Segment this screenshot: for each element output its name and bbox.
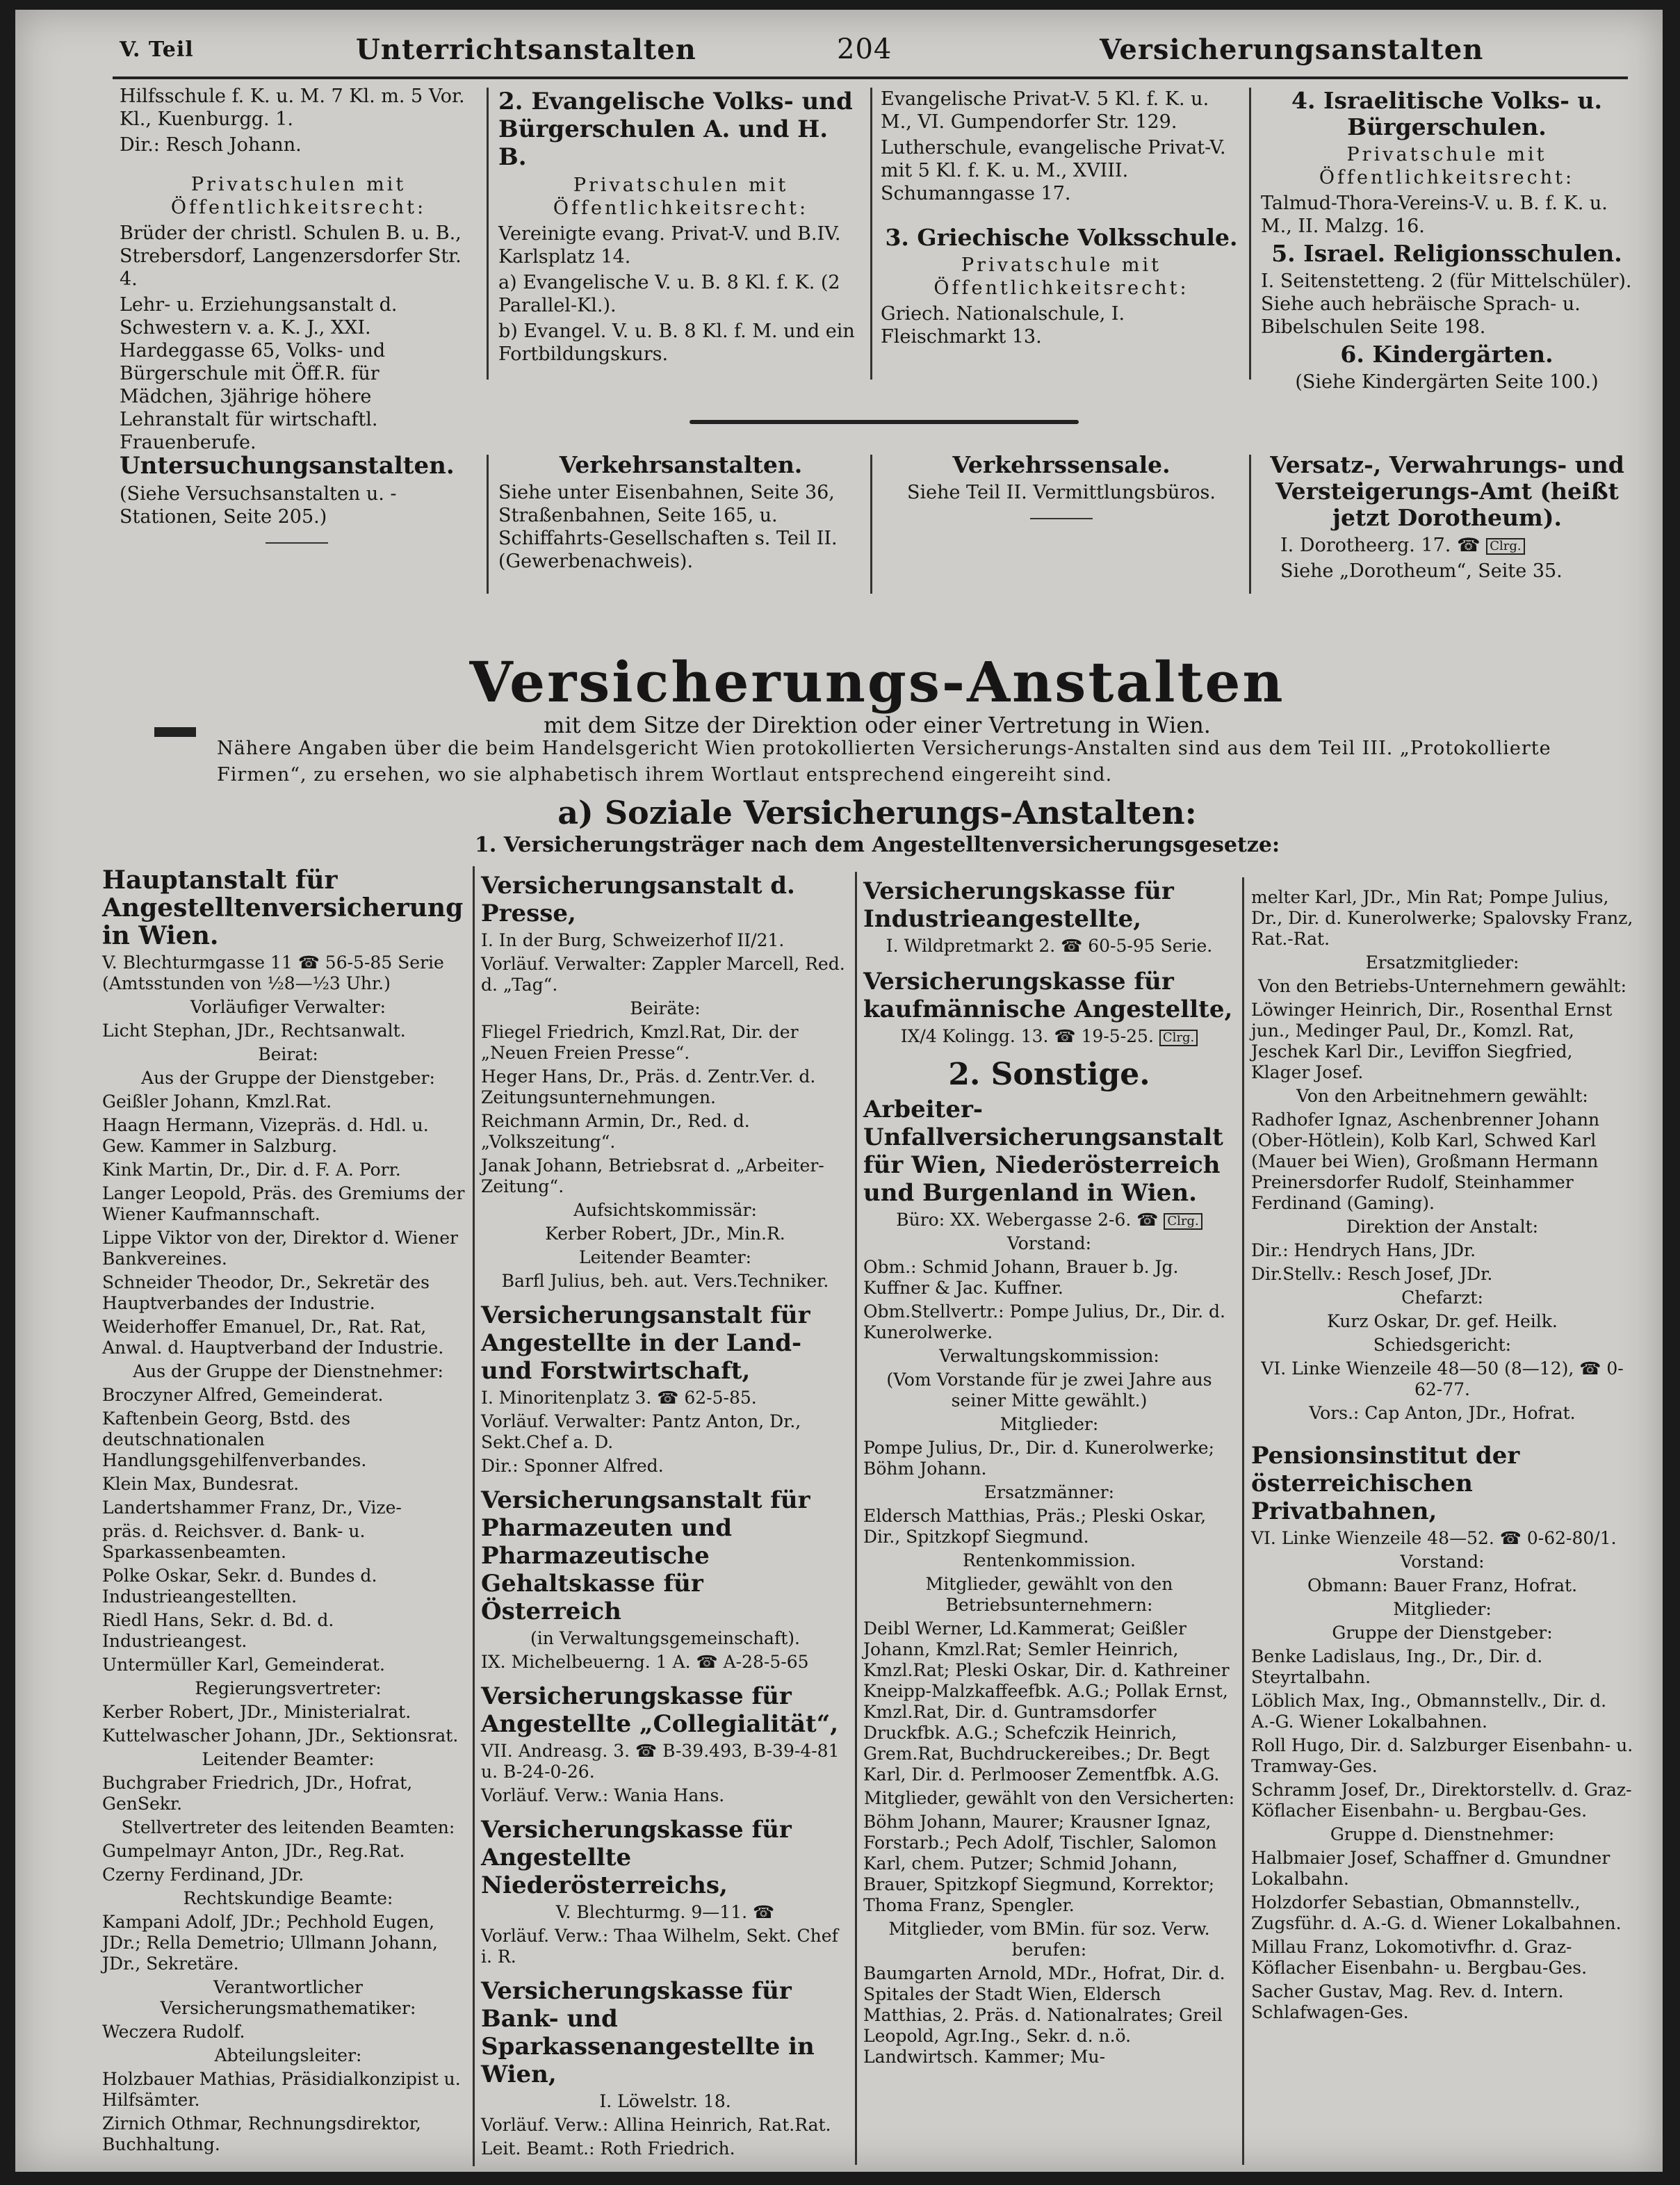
- header-rule: [113, 76, 1628, 79]
- institution-heading: Versicherungskasse für Angestellte „Collegialität“,: [481, 1682, 839, 1738]
- person-entry: Obm.: Schmid Johann, Brauer b. Jg. Kuffner & Jac. Kuffner.: [863, 1257, 1179, 1298]
- part-label: V. Teil: [120, 38, 194, 62]
- institution-heading: Versicherungskasse für Industrieangestellte,: [863, 877, 1174, 933]
- school-entry: Evangelische Privat-V. 5 Kl. f. K. u. M., VI. Gumpendorfer Str. 129.: [881, 88, 1209, 133]
- person-entry: melter Karl, JDr., Min Rat; Pompe Julius, Dr., Dir. d. Kunerolwerke; Spalovsky Franz, Rat.-Rat.: [1251, 887, 1633, 949]
- column-divider: [487, 455, 489, 594]
- subsection-heading: 2. Sonstige.: [948, 1057, 1150, 1092]
- mid-column-4: [1259, 452, 1635, 585]
- group-heading: Mitglieder, gewählt von den Versicherten:: [863, 1788, 1235, 1808]
- clearing-stamp: Clrg.: [1159, 1030, 1198, 1046]
- mid-column-2: [498, 452, 863, 576]
- column-divider: [1242, 877, 1244, 2165]
- person-entry: Riedl Hans, Sekr. d. Bd. d. Industrieangest.: [102, 1610, 334, 1651]
- person-entry: Dir.: Hendrych Hans, JDr.: [1251, 1240, 1476, 1260]
- role-heading: Vorläufiger Verwalter:: [190, 997, 386, 1017]
- role-heading: Direktion der Anstalt:: [1346, 1217, 1539, 1237]
- role-heading: Verwaltungskommission:: [939, 1346, 1159, 1366]
- lower-column-3: [863, 877, 1235, 2070]
- mid-column-1: [120, 452, 474, 551]
- group-heading: Mitglieder, vom BMin. für soz. Verw. berufen:: [888, 1919, 1210, 1960]
- school-entry: Vereinigte evang. Privat-V. und B.IV. Karlsplatz 14.: [498, 223, 841, 268]
- group-heading: Von den Betriebs-Unternehmern gewählt:: [1257, 976, 1627, 996]
- role-heading: Leitender Beamter:: [578, 1247, 752, 1267]
- role-heading: Mitglieder:: [1000, 1414, 1099, 1434]
- header-left-title: Unterrichtsanstalten: [356, 33, 696, 66]
- note: (in Verwaltungsgemeinschaft).: [530, 1628, 800, 1648]
- institution-heading: Versicherungskasse für Bank- und Sparkassenangestellte in Wien,: [481, 1977, 815, 2088]
- role-heading: Stellvertreter des leitenden Beamten:: [121, 1817, 455, 1837]
- person-entry: Holzdorfer Sebastian, Obmannstellv., Zugsführ. d. A.-G. d. Wiener Lokalbahnen.: [1251, 1892, 1622, 1933]
- entry-divider: [266, 542, 328, 544]
- role-heading: Abteilungsleiter:: [214, 2045, 362, 2065]
- note: (Vom Vorstande für je zwei Jahre aus seiner Mitte gewählt.): [886, 1370, 1212, 1411]
- group-heading: Gruppe der Dienstgeber:: [1332, 1623, 1553, 1643]
- school-entry: Talmud-Thora-Vereins-V. u. B. f. K. u. M., II. Malzg. 16.: [1261, 193, 1608, 237]
- reference-note: (Siehe Versuchsanstalten u. -Stationen, Seite 205.): [120, 483, 397, 528]
- phone-icon: ☎: [1456, 535, 1481, 556]
- address: IX. Michelbeuerng. 1 A. ☎ A-28-5-65: [481, 1652, 809, 1672]
- person-entry: Kampani Adolf, JDr.; Pechhold Eugen, JDr.; Rella Demetrio; Ullmann Johann, JDr., Sekretäre.: [102, 1912, 438, 1974]
- person-entry: Obm.Stellvertr.: Pompe Julius, Dr., Dir. d. Kunerolwerke.: [863, 1301, 1225, 1342]
- person-entry: Czerny Ferdinand, JDr.: [102, 1865, 304, 1885]
- person-entry: Weczera Rudolf.: [102, 2022, 245, 2042]
- role-heading: Rechtskundige Beamte:: [183, 1888, 393, 1908]
- section-heading: Verkehrssensale.: [952, 451, 1171, 478]
- person-entry: Kuttelwascher Johann, JDr., Sektionsrat.: [102, 1725, 459, 1746]
- school-entry: Lutherschule, evangelische Privat-V. mit 5 Kl. f. K. u. M., XVIII. Schumanngasse 17.: [881, 137, 1226, 204]
- institution-heading: Pensionsinstitut der österreichischen Privatbahnen,: [1251, 1442, 1520, 1525]
- section-heading: Untersuchungsanstalten.: [120, 452, 455, 480]
- column-divider: [487, 88, 489, 380]
- person-entry: Vorläuf. Verw.: Allina Heinrich, Rat.Rat.: [481, 2115, 831, 2135]
- person-entry: Vorläuf. Verwalter: Zappler Marcell, Red. d. „Tag“.: [481, 954, 845, 995]
- person-entry: Kaftenbein Georg, Bstd. des deutschnationalen Handlungsgehilfenverbandes.: [102, 1408, 367, 1470]
- role-heading: Regierungsvertreter:: [195, 1678, 382, 1698]
- section-heading: 2. Evangelische Volks- und Bürgerschulen A. und H. B.: [498, 88, 853, 171]
- top-column-1: [120, 85, 478, 457]
- role-heading: Beirat:: [258, 1044, 318, 1064]
- page-number: 204: [837, 33, 892, 65]
- address: VII. Andreasg. 3. ☎ B-39.493, B-39-4-81 u. B-24-0-26.: [481, 1741, 840, 1782]
- institution-heading: Hauptanstalt für Angestelltenversicherung in Wien.: [102, 866, 464, 950]
- person-entry: Gumpelmayr Anton, JDr., Reg.Rat.: [102, 1841, 405, 1861]
- person-entry: Zirnich Othmar, Rechnungsdirektor, Buchhaltung.: [102, 2113, 421, 2154]
- group-heading: Mitglieder, gewählt von den Betriebsunternehmern:: [925, 1574, 1173, 1615]
- top-column-3: [881, 88, 1242, 351]
- subheading: Privatschule mit Öffentlichkeitsrecht:: [933, 254, 1189, 299]
- person-entry: Schramm Josef, Dr., Direktorstellv. d. Graz-Köflacher Eisenbahn- u. Bergbau-Ges.: [1251, 1780, 1632, 1821]
- role-heading: Schiedsgericht:: [1373, 1335, 1512, 1355]
- person-entry: Barfl Julius, beh. aut. Vers.Techniker.: [501, 1271, 829, 1291]
- person-entry: Polke Oskar, Sekr. d. Bundes d. Industrieangestellten.: [102, 1566, 377, 1607]
- column-divider: [855, 872, 857, 2165]
- person-entry: Millau Franz, Lokomotivfhr. d. Graz-Köflacher Eisenbahn- u. Bergbau-Ges.: [1251, 1937, 1588, 1978]
- person-entry: Landertshammer Franz, Dr., Vize-: [102, 1497, 402, 1518]
- address: V. Blechturmg. 9—11. ☎: [555, 1902, 775, 1922]
- person-entry: Untermüller Karl, Gemeinderat.: [102, 1655, 385, 1675]
- person-entry: präs. d. Reichsver. d. Bank- u. Sparkassenbeamten.: [102, 1521, 366, 1562]
- subsection-title: a) Soziale Versicherungs-Anstalten:: [557, 794, 1197, 831]
- column-divider: [870, 88, 872, 380]
- reference-note: (Siehe Kindergärten Seite 100.): [1295, 371, 1599, 393]
- top-column-4: [1261, 88, 1633, 396]
- column-divider: [473, 866, 475, 2166]
- column-divider: [1249, 455, 1251, 594]
- section-heading: 4. Israelitische Volks- u. Bürgerschulen.: [1291, 87, 1602, 140]
- person-entry: Langer Leopold, Präs. des Gremiums der Wiener Kaufmannschaft.: [102, 1183, 465, 1224]
- person-entry: Eldersch Matthias, Präs.; Pleski Oskar, Dir., Spitzkopf Siegmund.: [863, 1506, 1207, 1547]
- school-entry: Griech. Nationalschule, I. Fleischmarkt 13.: [881, 303, 1125, 348]
- institution-heading: Versicherungsanstalt d. Presse,: [481, 872, 795, 927]
- role-heading: Verantwortlicher Versicherungsmathematiker:: [160, 1977, 416, 2018]
- address: Büro: XX. Webergasse 2-6. ☎: [896, 1210, 1159, 1230]
- role-heading: Leitender Beamter:: [202, 1749, 375, 1769]
- person-entry: Dir.Stellv.: Resch Josef, JDr.: [1251, 1264, 1493, 1284]
- director: Dir.: Resch Johann.: [120, 134, 302, 156]
- lower-column-2: [481, 872, 849, 2162]
- role-heading: Mitglieder:: [1393, 1599, 1492, 1619]
- person-entry: Fliegel Friedrich, Kmzl.Rat, Dir. der „Neuen Freien Presse“.: [481, 1022, 799, 1063]
- subsection-subtitle: 1. Versicherungsträger nach dem Angestelltenversicherungsgesetze:: [474, 833, 1280, 857]
- person-entry: Janak Johann, Betriebsrat d. „Arbeiter-Zeitung“.: [481, 1155, 824, 1196]
- role-heading: Aufsichtskommissär:: [573, 1200, 757, 1220]
- section-title: Versicherungs-Anstalten: [469, 649, 1285, 715]
- reference-note: Siehe unter Eisenbahnen, Seite 36, Straßenbahnen, Seite 165, u. Schiffahrts-Gesellschaften s. Teil II. (Gewerbenachweis).: [498, 482, 838, 572]
- person-entry: Kurz Oskar, Dr. gef. Heilk.: [1327, 1311, 1558, 1331]
- clearing-stamp: Clrg.: [1164, 1213, 1202, 1230]
- person-entry: Broczyner Alfred, Gemeinderat.: [102, 1385, 384, 1405]
- person-entry: Leit. Beamt.: Roth Friedrich.: [481, 2138, 735, 2159]
- person-entry: Kink Martin, Dr., Dir. d. F. A. Porr.: [102, 1160, 401, 1180]
- mid-column-3: [881, 452, 1242, 526]
- role-heading: Vorstand:: [1006, 1233, 1092, 1253]
- entry-divider: [1030, 518, 1093, 519]
- person-entry: Dir.: Sponner Alfred.: [481, 1456, 664, 1476]
- person-entry: Lippe Viktor von der, Direktor d. Wiener Bankvereines.: [102, 1228, 458, 1269]
- directory-page: [15, 10, 1663, 2172]
- institution-heading: Versicherungskasse für kaufmännische Angestellte,: [863, 968, 1233, 1023]
- person-entry: Heger Hans, Dr., Präs. d. Zentr.Ver. d. Zeitungsunternehmungen.: [481, 1066, 816, 1107]
- person-entry: Obmann: Bauer Franz, Hofrat.: [1307, 1575, 1578, 1595]
- person-entry: Vorläuf. Verw.: Wania Hans.: [481, 1785, 725, 1805]
- person-entry: Schneider Theodor, Dr., Sekretär des Hauptverbandes der Industrie.: [102, 1272, 430, 1313]
- reference-note: Siehe „Dorotheum“, Seite 35.: [1280, 560, 1563, 582]
- person-entry: Roll Hugo, Dir. d. Salzburger Eisenbahn- u. Tramway-Ges.: [1251, 1735, 1633, 1776]
- group-heading: Von den Arbeitnehmern gewählt:: [1296, 1086, 1588, 1106]
- address: I. Löwelstr. 18.: [599, 2091, 731, 2111]
- section-heading: 6. Kindergärten.: [1340, 341, 1553, 368]
- address: I. In der Burg, Schweizerhof II/21.: [481, 930, 785, 950]
- person-entry: Haagn Hermann, Vizepräs. d. Hdl. u. Gew. Kammer in Salzburg.: [102, 1115, 429, 1156]
- lower-column-1: [102, 866, 474, 2158]
- person-entry: Kerber Robert, JDr., Ministerialrat.: [102, 1702, 411, 1722]
- person-entry: Radhofer Ignaz, Aschenbrenner Johann (Ober-Hötlein), Kolb Karl, Schwed Karl (Mauer bei Wien), Großmann Hermann Preinersdorfer Rudolf, Steinhammer Ferdinand (Gaming).: [1251, 1110, 1600, 1213]
- school-entry: Hilfsschule f. K. u. M. 7 Kl. m. 5 Vor. Kl., Kuenburgg. 1.: [120, 86, 465, 130]
- group-heading: Aus der Gruppe der Dienstnehmer:: [133, 1361, 443, 1381]
- person-entry: Vorläuf. Verw.: Thaa Wilhelm, Sekt. Chef i. R.: [481, 1926, 838, 1967]
- subheading: Privatschulen mit Öffentlichkeitsrecht:: [553, 174, 809, 219]
- address: I. Minoritenplatz 3. ☎ 62-5-85.: [481, 1388, 757, 1408]
- person-entry: Klein Max, Bundesrat.: [102, 1474, 300, 1494]
- column-divider: [1249, 88, 1251, 380]
- person-entry: Kerber Robert, JDr., Min.R.: [545, 1224, 785, 1244]
- role-heading: Vorstand:: [1400, 1552, 1485, 1572]
- address: I. Dorotheerg. 17.: [1280, 535, 1451, 556]
- section-heading: Versatz-, Verwahrungs- und Versteigerungs-Amt (heißt jetzt Dorotheum).: [1270, 451, 1624, 531]
- person-entry: Halbmaier Josef, Schaffner d. Gmundner Lokalbahn.: [1251, 1848, 1610, 1889]
- address: IX/4 Kolingg. 13. ☎ 19-5-25.: [900, 1026, 1154, 1046]
- person-entry: Deibl Werner, Ld.Kammerat; Geißler Johann, Kmzl.Rat; Semler Heinrich, Kmzl.Rat; Pleski Oskar, Dir. d. Kathreiner Kneipp-Malzkaffeefbk. A.G.; Pollak Ernst, Kmzl.Rat, Dir. d. Guntramsdorfer Druckfbk. A.G.; Schefczik Heinrich, Grem.Rat, Buchdruckereibes.; Dr. Begt Karl, Dir. d. Perlmooser Zementfbk. A.G.: [863, 1618, 1230, 1785]
- person-entry: Benke Ladislaus, Ing., Dr., Dir. d. Steyrtalbahn.: [1251, 1646, 1543, 1687]
- address: VI. Linke Wienzeile 48—50 (8—12), ☎ 0-62-77.: [1261, 1358, 1624, 1399]
- person-entry: Holzbauer Mathias, Präsidialkonzipist u. Hilfsämter.: [102, 2069, 461, 2110]
- school-entry: b) Evangel. V. u. B. 8 Kl. f. M. und ein Fortbildungskurs.: [498, 320, 855, 365]
- institution-heading: Versicherungsanstalt für Pharmazeuten und Pharmazeutische Gehaltskasse für Österreich: [481, 1486, 810, 1625]
- person-entry: Buchgraber Friedrich, JDr., Hofrat, GenSekr.: [102, 1773, 413, 1814]
- address: V. Blechturmgasse 11 ☎ 56-5-85 Serie (Amtsstunden von ½8—½3 Uhr.): [102, 952, 444, 993]
- person-entry: Pompe Julius, Dr., Dir. d. Kunerolwerke; Böhm Johann.: [863, 1438, 1215, 1479]
- clearing-stamp: Clrg.: [1486, 538, 1524, 555]
- address: VI. Linke Wienzeile 48—52. ☎ 0-62-80/1.: [1251, 1528, 1617, 1548]
- person-entry: Baumgarten Arnold, MDr., Hofrat, Dir. d. Spitales der Stadt Wien, Eldersch Matthias, 2. Präs. d. Nationalrates; Greil Leopold, Agr.Ing., Sekr. d. n.ö. Landwirtsch. Kammer; Mu-: [863, 1963, 1225, 2067]
- person-entry: Vorläuf. Verwalter: Pantz Anton, Dr., Sekt.Chef a. D.: [481, 1411, 801, 1452]
- role-heading: Rentenkommission.: [962, 1550, 1136, 1570]
- reference-note: Siehe Teil II. Vermittlungsbüros.: [907, 482, 1216, 503]
- section-heading: 3. Griechische Volksschule.: [885, 224, 1238, 251]
- role-heading: Beiräte:: [630, 998, 701, 1018]
- subheading: Privatschulen mit Öffentlichkeitsrecht:: [170, 174, 427, 218]
- column-divider: [870, 455, 872, 594]
- school-entry: Lehr- u. Erziehungsanstalt d. Schwestern v. a. K. J., XXI. Hardeggasse 65, Volks- und Bürgerschule mit Öff.R. für Mädchen, 3jährige höhere Lehranstalt für wirtschaftl. Frauenberufe.: [120, 294, 398, 453]
- person-entry: Geißler Johann, Kmzl.Rat.: [102, 1091, 332, 1112]
- pointing-hand-icon: [154, 727, 196, 737]
- person-entry: Sacher Gustav, Mag. Rev. d. Intern. Schlafwagen-Ges.: [1251, 1981, 1564, 2022]
- person-entry: Böhm Johann, Maurer; Krausner Ignaz, Forstarb.; Pech Adolf, Tischler, Salomon Karl, chem. Putzer; Schmid Johann, Brauer, Spitzkopf Siegmund, Korrektor; Thoma Franz, Spengler.: [863, 1812, 1217, 1915]
- school-entry: a) Evangelische V. u. B. 8 Kl. f. K. (2 Parallel-Kl.).: [498, 272, 840, 316]
- person-entry: Löwinger Heinrich, Dir., Rosenthal Ernst jun., Medinger Paul, Dr., Komzl. Rat, Jeschek Karl Dir., Leviffon Siegfried, Klager Josef.: [1251, 1000, 1613, 1082]
- section-subtitle: mit dem Sitze der Direktion oder einer Vertretung in Wien.: [544, 712, 1211, 738]
- section-heading: 5. Israel. Religionsschulen.: [1271, 240, 1622, 267]
- lower-column-4: [1251, 887, 1633, 2026]
- role-heading: Ersatzmitglieder:: [1365, 952, 1519, 973]
- school-entry: I. Seitenstetteng. 2 (für Mittelschüler). Siehe auch hebräische Sprach- u. Bibelschulen Seite 198.: [1261, 270, 1632, 338]
- reference-notice: Nähere Angaben über die beim Handelsgericht Wien protokollierten Versicherungs-Anstalten sind aus dem Teil III. „Protokollierte Firmen“, zu ersehen, wo sie alphabetisch ihrem Wortlaut entsprechend eingereiht sind.: [217, 738, 1551, 786]
- subheading: Privatschule mit Öffentlichkeitsrecht:: [1319, 144, 1575, 188]
- section-heading: Verkehrsanstalten.: [559, 451, 803, 478]
- group-heading: Aus der Gruppe der Dienstgeber:: [141, 1068, 435, 1088]
- institution-heading: Versicherungsanstalt für Angestellte in der Land- und Forstwirtschaft,: [481, 1301, 810, 1385]
- header-right-title: Versicherungsanstalten: [1100, 33, 1484, 66]
- institution-heading: Arbeiter-Unfallversicherungsanstalt für Wien, Niederösterreich und Burgenland in Wien.: [863, 1096, 1223, 1207]
- person-entry: Licht Stephan, JDr., Rechtsanwalt.: [102, 1021, 406, 1041]
- person-entry: Vors.: Cap Anton, JDr., Hofrat.: [1309, 1403, 1576, 1423]
- person-entry: Löblich Max, Ing., Obmannstellv., Dir. d. A.-G. Wiener Lokalbahnen.: [1251, 1691, 1607, 1732]
- person-entry: Weiderhoffer Emanuel, Dr., Rat. Rat, Anwal. d. Hauptverband der Industrie.: [102, 1317, 444, 1358]
- role-heading: Chefarzt:: [1401, 1288, 1483, 1308]
- person-entry: Reichmann Armin, Dr., Red. d. „Volkszeitung“.: [481, 1111, 750, 1152]
- role-heading: Ersatzmänner:: [984, 1482, 1115, 1502]
- top-column-2: [498, 88, 863, 368]
- school-entry: Brüder der christl. Schulen B. u. B., Strebersdorf, Langenzersdorfer Str. 4.: [120, 222, 462, 290]
- section-divider: [690, 420, 1079, 424]
- institution-heading: Versicherungskasse für Angestellte Niederösterreichs,: [481, 1816, 792, 1899]
- group-heading: Gruppe d. Dienstnehmer:: [1330, 1824, 1555, 1844]
- address: I. Wildpretmarkt 2. ☎ 60-5-95 Serie.: [886, 936, 1213, 956]
